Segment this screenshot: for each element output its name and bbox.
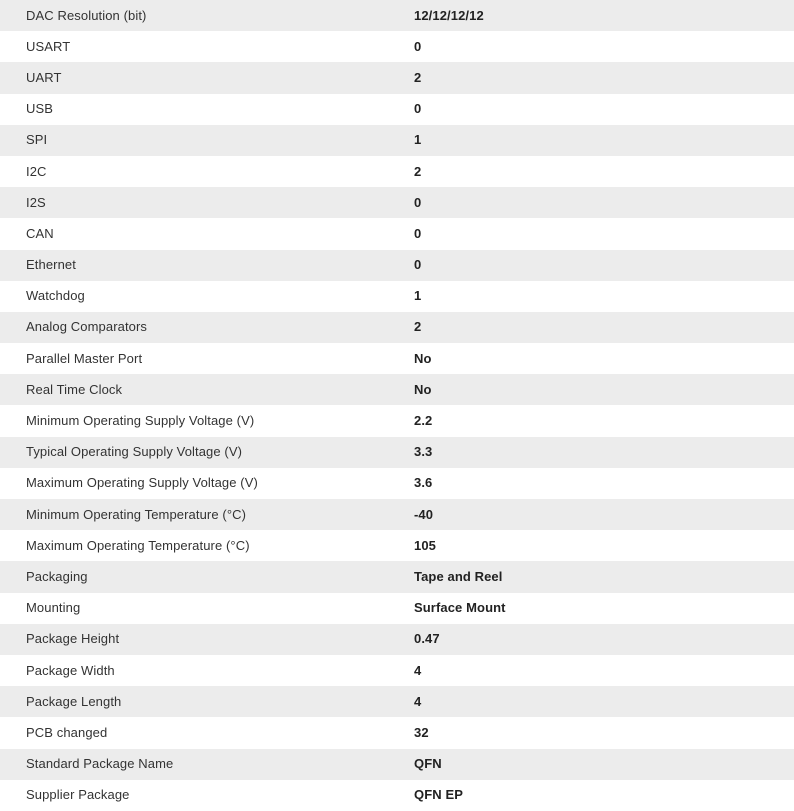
- spec-value: 0: [414, 31, 794, 62]
- spec-row: [0, 156, 794, 187]
- spec-value: 2: [414, 156, 794, 187]
- spec-label: DAC Resolution (bit): [0, 0, 414, 31]
- spec-value: 2: [414, 62, 794, 93]
- spec-row: [0, 31, 794, 62]
- spec-label: Maximum Operating Supply Voltage (V): [0, 468, 414, 499]
- spec-label: Watchdog: [0, 281, 414, 312]
- spec-row: [0, 405, 794, 436]
- spec-row: [0, 187, 794, 218]
- spec-value: 0: [414, 250, 794, 281]
- spec-row: [0, 686, 794, 717]
- spec-row: [0, 250, 794, 281]
- spec-row: [0, 125, 794, 156]
- spec-label: I2S: [0, 187, 414, 218]
- spec-label: I2C: [0, 156, 414, 187]
- spec-label: Ethernet: [0, 250, 414, 281]
- spec-value: 2: [414, 312, 794, 343]
- spec-label: Package Length: [0, 686, 414, 717]
- spec-value: QFN: [414, 749, 794, 780]
- spec-row: [0, 94, 794, 125]
- spec-row: [0, 218, 794, 249]
- spec-value: QFN EP: [414, 780, 794, 811]
- spec-value: No: [414, 374, 794, 405]
- spec-label: Package Width: [0, 655, 414, 686]
- spec-label: UART: [0, 62, 414, 93]
- spec-label: Mounting: [0, 593, 414, 624]
- spec-value: 12/12/12/12: [414, 0, 794, 31]
- spec-row: [0, 374, 794, 405]
- spec-row: [0, 62, 794, 93]
- spec-label: Analog Comparators: [0, 312, 414, 343]
- spec-value: No: [414, 343, 794, 374]
- spec-row: [0, 343, 794, 374]
- spec-label: Minimum Operating Temperature (°C): [0, 499, 414, 530]
- spec-row: [0, 624, 794, 655]
- spec-label: Packaging: [0, 561, 414, 592]
- spec-label: CAN: [0, 218, 414, 249]
- spec-value: 0: [414, 187, 794, 218]
- spec-value: 0.47: [414, 624, 794, 655]
- spec-row: [0, 561, 794, 592]
- spec-label: SPI: [0, 125, 414, 156]
- spec-value: 0: [414, 94, 794, 125]
- spec-value: 3.6: [414, 468, 794, 499]
- spec-row: [0, 717, 794, 748]
- spec-row: [0, 749, 794, 780]
- spec-value: 2.2: [414, 405, 794, 436]
- spec-value: 105: [414, 530, 794, 561]
- spec-row: [0, 780, 794, 811]
- spec-row: [0, 312, 794, 343]
- spec-row: [0, 281, 794, 312]
- spec-value: 1: [414, 281, 794, 312]
- spec-label: Real Time Clock: [0, 374, 414, 405]
- spec-row: [0, 468, 794, 499]
- spec-row: [0, 530, 794, 561]
- spec-value: -40: [414, 499, 794, 530]
- spec-value: 32: [414, 717, 794, 748]
- spec-row: [0, 655, 794, 686]
- spec-label: Standard Package Name: [0, 749, 414, 780]
- spec-label: USART: [0, 31, 414, 62]
- spec-value: Surface Mount: [414, 593, 794, 624]
- spec-label: Typical Operating Supply Voltage (V): [0, 437, 414, 468]
- spec-label: Parallel Master Port: [0, 343, 414, 374]
- spec-label: USB: [0, 94, 414, 125]
- spec-label: Maximum Operating Temperature (°C): [0, 530, 414, 561]
- spec-row: [0, 0, 794, 31]
- spec-value: Tape and Reel: [414, 561, 794, 592]
- spec-label: PCB changed: [0, 717, 414, 748]
- spec-row: [0, 437, 794, 468]
- spec-label: Package Height: [0, 624, 414, 655]
- spec-value: 4: [414, 686, 794, 717]
- spec-value: 1: [414, 125, 794, 156]
- spec-value: 3.3: [414, 437, 794, 468]
- spec-value: 0: [414, 218, 794, 249]
- spec-row: [0, 499, 794, 530]
- spec-label: Minimum Operating Supply Voltage (V): [0, 405, 414, 436]
- spec-value: 4: [414, 655, 794, 686]
- spec-label: Supplier Package: [0, 780, 414, 811]
- spec-row: [0, 593, 794, 624]
